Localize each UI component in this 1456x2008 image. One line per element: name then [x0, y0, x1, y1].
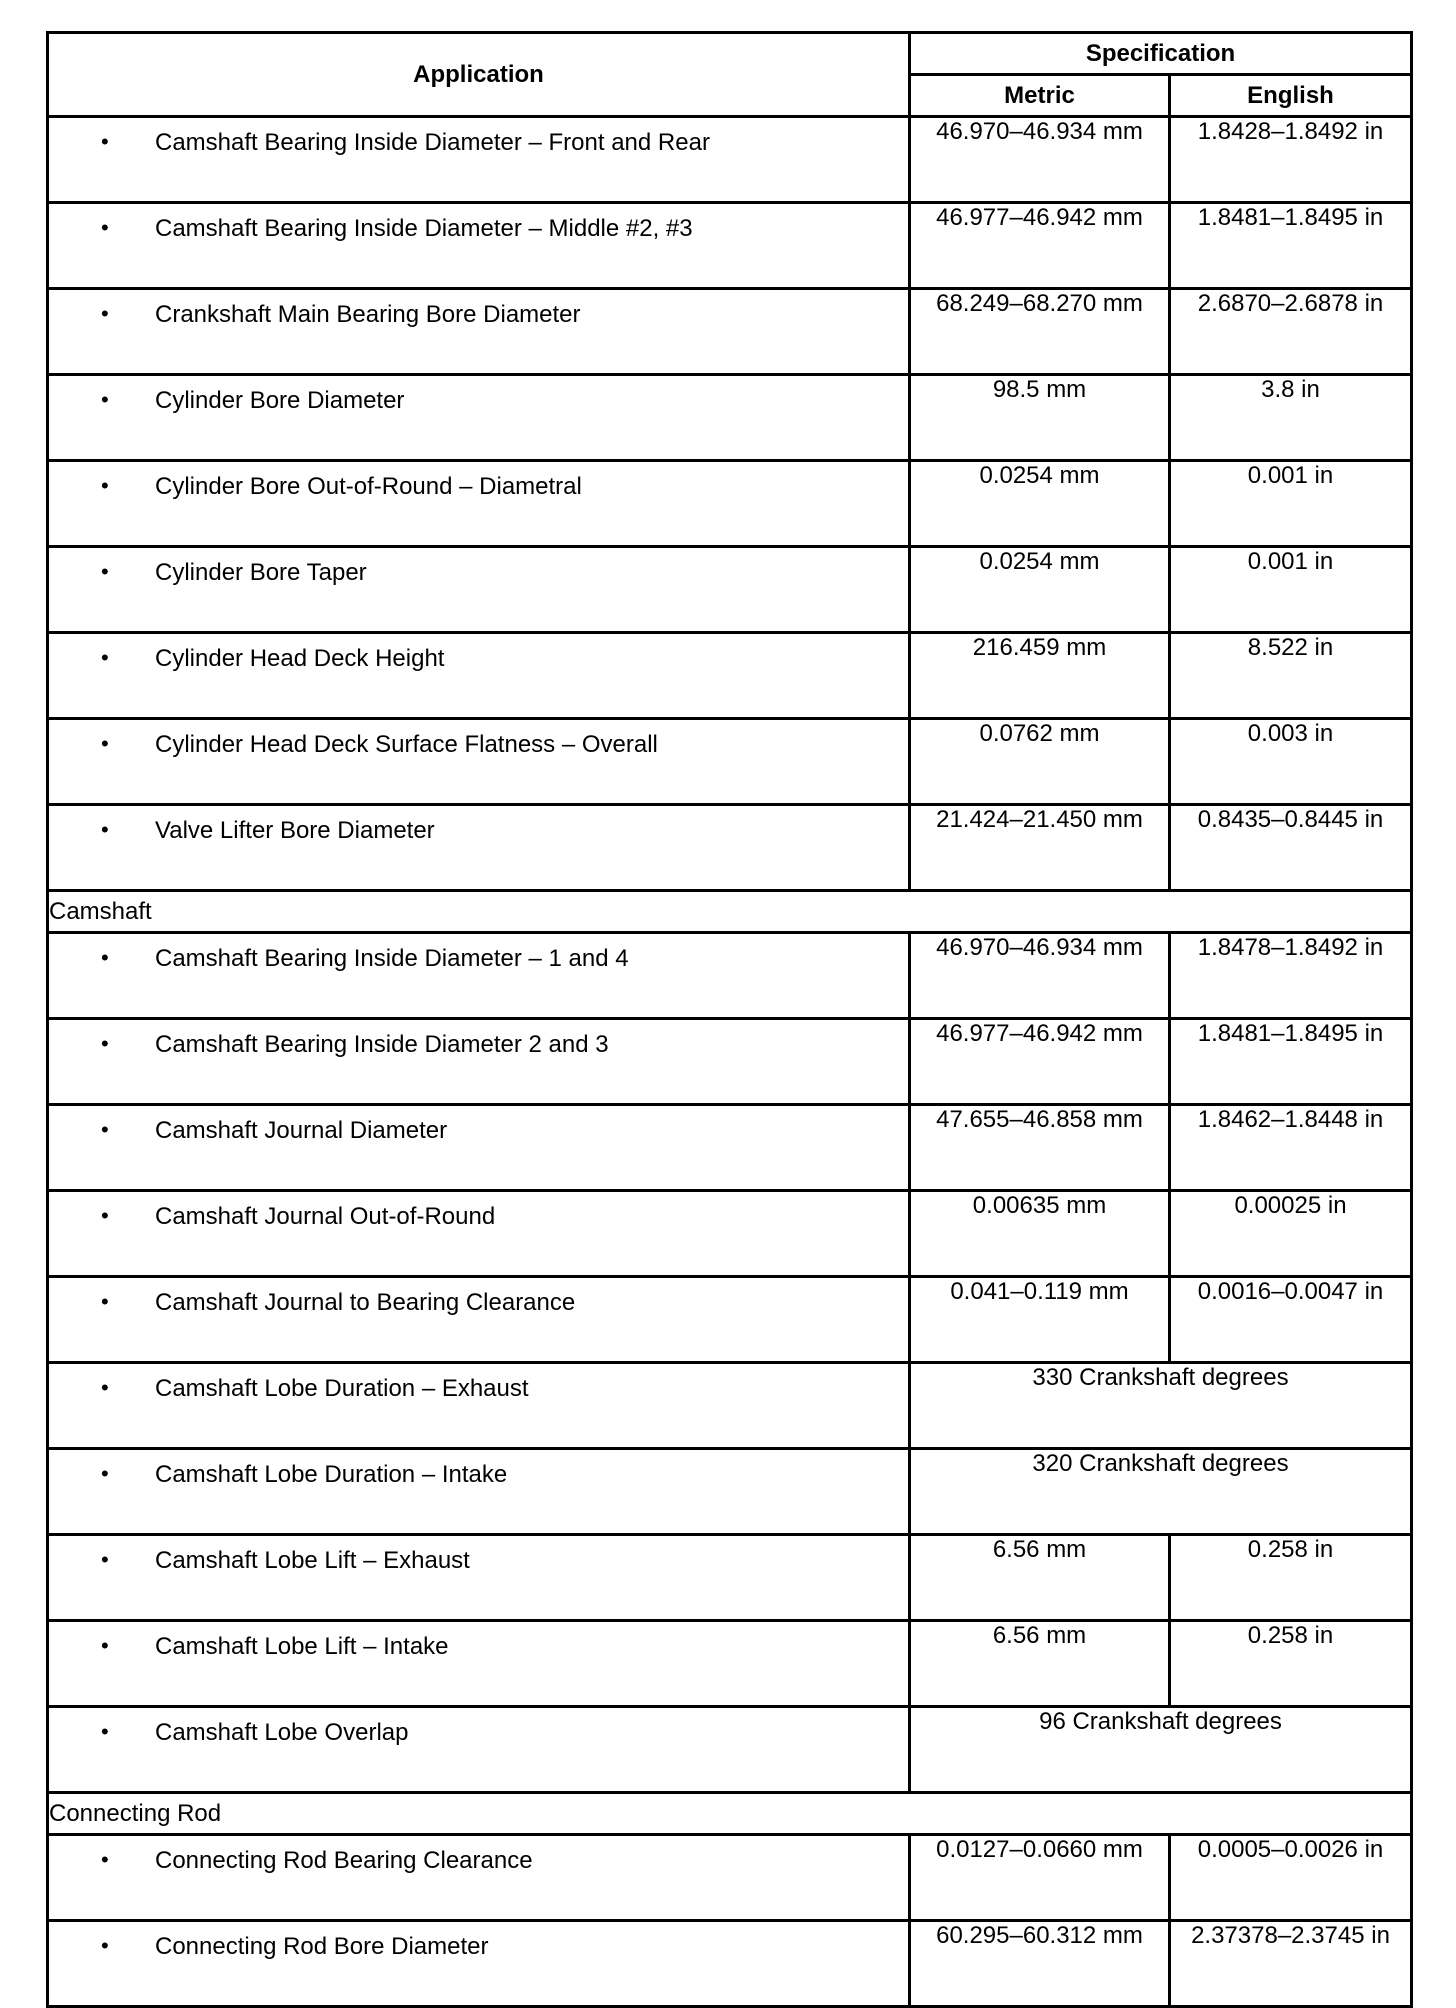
application-label: Connecting Rod Bore Diameter	[155, 1933, 489, 1960]
application-label: Camshaft Bearing Inside Diameter – Middle #2, #3	[155, 215, 693, 242]
application-cell	[48, 375, 910, 461]
application-label: Cylinder Bore Taper	[155, 559, 367, 586]
english-value-cell: 0.003 in	[1170, 719, 1412, 805]
english-value-cell: 1.8481–1.8495 in	[1170, 1019, 1412, 1105]
application-label: Camshaft Bearing Inside Diameter 2 and 3	[155, 1031, 609, 1058]
application-cell	[48, 203, 910, 289]
metric-value-cell: 0.041–0.119 mm	[910, 1277, 1170, 1363]
english-value-cell: 1.8428–1.8492 in	[1170, 117, 1412, 203]
application-cell	[48, 117, 910, 203]
table-row	[48, 719, 1412, 805]
application-cell	[48, 547, 910, 633]
english-value-cell: 1.8462–1.8448 in	[1170, 1105, 1412, 1191]
metric-value-cell: 0.0254 mm	[910, 547, 1170, 633]
table-row	[48, 547, 1412, 633]
english-value-cell: 8.522 in	[1170, 633, 1412, 719]
bullet-icon: •	[101, 1117, 109, 1142]
application-cell	[48, 1277, 910, 1363]
table-row	[48, 1277, 1412, 1363]
application-label: Crankshaft Main Bearing Bore Diameter	[155, 301, 581, 328]
application-cell	[48, 461, 910, 547]
english-column-header: English	[1170, 75, 1412, 117]
section-title: Connecting Rod	[48, 1793, 1412, 1835]
application-label: Camshaft Lobe Duration – Exhaust	[155, 1375, 529, 1402]
english-value-cell: 0.001 in	[1170, 547, 1412, 633]
bullet-icon: •	[101, 645, 109, 670]
application-cell	[48, 1191, 910, 1277]
spec-table-body	[48, 117, 1412, 2007]
section-header-row	[48, 891, 1412, 933]
application-cell	[48, 1707, 910, 1793]
application-cell	[48, 1363, 910, 1449]
engine-spec-table	[46, 31, 1413, 2008]
combined-spec-cell: 330 Crankshaft degrees	[910, 1363, 1412, 1449]
bullet-icon: •	[101, 215, 109, 240]
metric-value-cell: 0.00635 mm	[910, 1191, 1170, 1277]
application-cell	[48, 805, 910, 891]
application-cell	[48, 1621, 910, 1707]
english-value-cell: 2.37378–2.3745 in	[1170, 1921, 1412, 2007]
application-label: Camshaft Lobe Overlap	[155, 1719, 409, 1746]
application-label: Connecting Rod Bearing Clearance	[155, 1847, 533, 1874]
application-label: Cylinder Bore Diameter	[155, 387, 405, 414]
section-title: Camshaft	[48, 891, 1412, 933]
table-row	[48, 461, 1412, 547]
metric-value-cell: 46.977–46.942 mm	[910, 203, 1170, 289]
application-label: Camshaft Lobe Lift – Exhaust	[155, 1547, 470, 1574]
table-row	[48, 933, 1412, 1019]
bullet-icon: •	[101, 1203, 109, 1228]
metric-value-cell: 6.56 mm	[910, 1621, 1170, 1707]
application-label: Cylinder Bore Out-of-Round – Diametral	[155, 473, 582, 500]
metric-value-cell: 0.0254 mm	[910, 461, 1170, 547]
bullet-icon: •	[101, 1719, 109, 1744]
english-value-cell: 0.258 in	[1170, 1621, 1412, 1707]
specification-column-header: Specification	[910, 33, 1412, 75]
combined-spec-cell: 96 Crankshaft degrees	[910, 1707, 1412, 1793]
metric-value-cell: 216.459 mm	[910, 633, 1170, 719]
bullet-icon: •	[101, 1633, 109, 1658]
application-label: Camshaft Journal to Bearing Clearance	[155, 1289, 576, 1316]
table-row	[48, 1921, 1412, 2007]
table-row	[48, 1707, 1412, 1793]
section-header-row	[48, 1793, 1412, 1835]
application-cell	[48, 1921, 910, 2007]
table-row	[48, 1019, 1412, 1105]
english-value-cell: 2.6870–2.6878 in	[1170, 289, 1412, 375]
metric-value-cell: 6.56 mm	[910, 1535, 1170, 1621]
application-label: Camshaft Lobe Lift – Intake	[155, 1633, 449, 1660]
bullet-icon: •	[101, 129, 109, 154]
english-value-cell: 3.8 in	[1170, 375, 1412, 461]
bullet-icon: •	[101, 1375, 109, 1400]
english-value-cell: 0.00025 in	[1170, 1191, 1412, 1277]
table-row	[48, 203, 1412, 289]
bullet-icon: •	[101, 559, 109, 584]
application-column-header: Application	[48, 33, 910, 117]
english-value-cell: 1.8478–1.8492 in	[1170, 933, 1412, 1019]
application-cell	[48, 1535, 910, 1621]
table-row	[48, 1449, 1412, 1535]
metric-column-header: Metric	[910, 75, 1170, 117]
application-label: Camshaft Bearing Inside Diameter – Front and Rear	[155, 129, 710, 156]
metric-value-cell: 98.5 mm	[910, 375, 1170, 461]
spec-table-header	[48, 33, 1412, 117]
english-value-cell: 0.258 in	[1170, 1535, 1412, 1621]
bullet-icon: •	[101, 387, 109, 412]
metric-value-cell: 60.295–60.312 mm	[910, 1921, 1170, 2007]
application-label: Cylinder Head Deck Height	[155, 645, 445, 672]
table-row	[48, 289, 1412, 375]
english-value-cell: 1.8481–1.8495 in	[1170, 203, 1412, 289]
application-label: Camshaft Journal Diameter	[155, 1117, 448, 1144]
english-value-cell: 0.8435–0.8445 in	[1170, 805, 1412, 891]
application-label: Camshaft Journal Out-of-Round	[155, 1203, 496, 1230]
bullet-icon: •	[101, 301, 109, 326]
application-label: Camshaft Lobe Duration – Intake	[155, 1461, 508, 1488]
bullet-icon: •	[101, 945, 109, 970]
table-row	[48, 117, 1412, 203]
application-cell	[48, 719, 910, 805]
metric-value-cell: 46.970–46.934 mm	[910, 933, 1170, 1019]
bullet-icon: •	[101, 1547, 109, 1572]
application-cell	[48, 1105, 910, 1191]
table-row	[48, 1835, 1412, 1921]
application-cell	[48, 289, 910, 375]
metric-value-cell: 46.977–46.942 mm	[910, 1019, 1170, 1105]
table-row	[48, 1363, 1412, 1449]
english-value-cell: 0.0016–0.0047 in	[1170, 1277, 1412, 1363]
bullet-icon: •	[101, 731, 109, 756]
metric-value-cell: 0.0762 mm	[910, 719, 1170, 805]
application-cell	[48, 1835, 910, 1921]
bullet-icon: •	[101, 817, 109, 842]
metric-value-cell: 68.249–68.270 mm	[910, 289, 1170, 375]
bullet-icon: •	[101, 1461, 109, 1486]
bullet-icon: •	[101, 1289, 109, 1314]
header-row-1	[48, 33, 1412, 75]
application-label: Cylinder Head Deck Surface Flatness – Overall	[155, 731, 658, 758]
metric-value-cell: 21.424–21.450 mm	[910, 805, 1170, 891]
metric-value-cell: 46.970–46.934 mm	[910, 117, 1170, 203]
table-row	[48, 633, 1412, 719]
application-cell	[48, 933, 910, 1019]
table-row	[48, 1535, 1412, 1621]
application-cell	[48, 633, 910, 719]
application-label: Valve Lifter Bore Diameter	[155, 817, 435, 844]
combined-spec-cell: 320 Crankshaft degrees	[910, 1449, 1412, 1535]
application-cell	[48, 1449, 910, 1535]
table-row	[48, 1191, 1412, 1277]
table-row	[48, 1621, 1412, 1707]
bullet-icon: •	[101, 1847, 109, 1872]
bullet-icon: •	[101, 473, 109, 498]
bullet-icon: •	[101, 1031, 109, 1056]
application-cell	[48, 1019, 910, 1105]
metric-value-cell: 0.0127–0.0660 mm	[910, 1835, 1170, 1921]
application-label: Camshaft Bearing Inside Diameter – 1 and 4	[155, 945, 629, 972]
table-row	[48, 1105, 1412, 1191]
table-row	[48, 805, 1412, 891]
english-value-cell: 0.0005–0.0026 in	[1170, 1835, 1412, 1921]
metric-value-cell: 47.655–46.858 mm	[910, 1105, 1170, 1191]
bullet-icon: •	[101, 1933, 109, 1958]
english-value-cell: 0.001 in	[1170, 461, 1412, 547]
table-row	[48, 375, 1412, 461]
